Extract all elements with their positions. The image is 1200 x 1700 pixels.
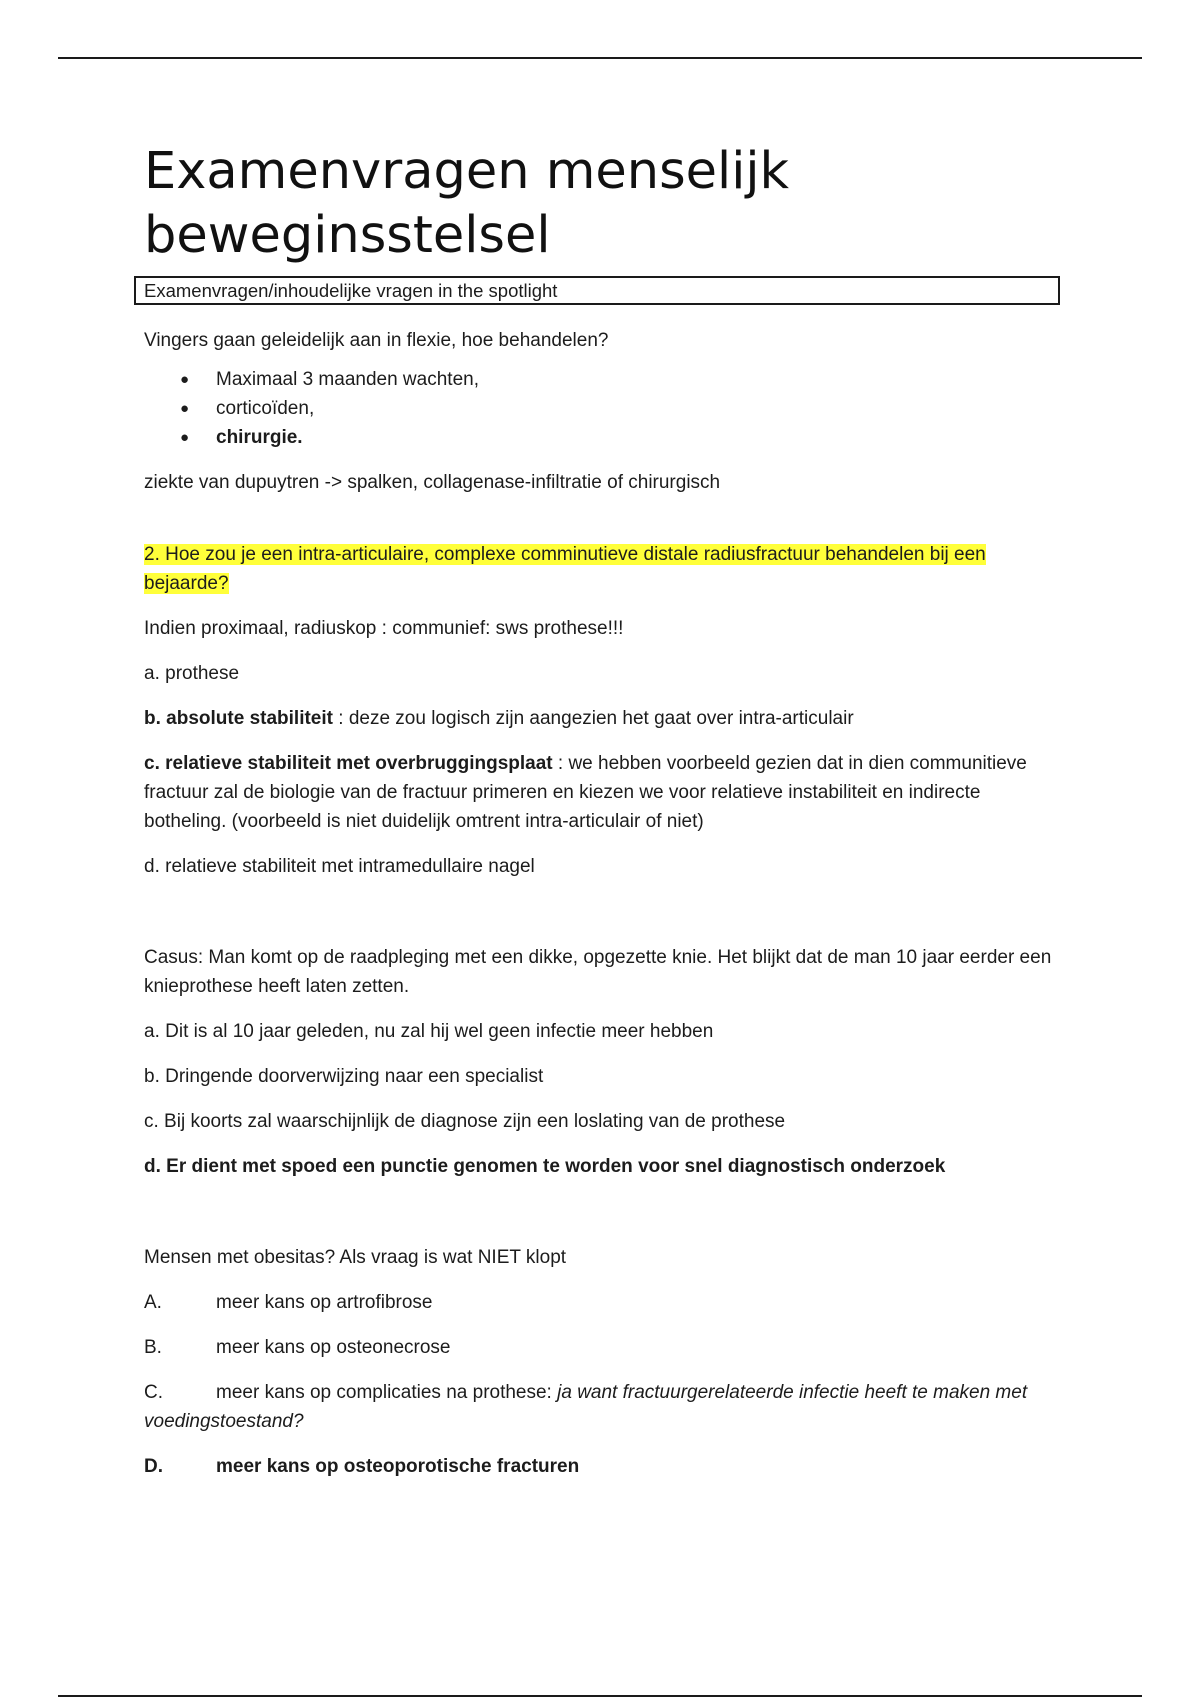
q4-option-d-letter: D. [144,1456,163,1477]
document-title [144,140,1064,268]
q3-option-a: a. Dit is al 10 jaar geleden, nu zal hij wel geen infectie meer hebben [144,1021,714,1042]
bullet-icon: ● [180,429,190,446]
q2-note: Indien proximaal, radiuskop : communief: sws prothese!!! [144,618,624,639]
bullet-icon: ● [180,400,190,417]
top-rule [58,57,1142,59]
q2-option-d: d. relatieve stabiliteit met intramedullaire nagel [144,856,535,877]
q2-question [144,540,1064,598]
q4-question: Mensen met obesitas? Als vraag is wat NIET klopt [144,1247,567,1268]
q2-option-b-label: b. absolute stabiliteit [144,708,333,729]
q2-option-c-text: : we hebben voorbeeld gezien dat in dien communitieve fractuur zal de biologie van de fractuur primeren en kiezen we voor relatieve instabiliteit en indirecte botheling. (voorbeeld is niet duidelijk omtrent intra-articulair of niet) [144,753,1027,832]
q4-option-a-text: meer kans op artrofibrose [216,1292,433,1313]
q4-option-b [144,1333,1064,1362]
q3-option-d: d. Er dient met spoed een punctie genomen te worden voor snel diagnostisch onderzoek [144,1156,946,1177]
q4-option-a [144,1288,1064,1317]
q3-question: Casus: Man komt op de raadpleging met een dikke, opgezette knie. Het blijkt dat de man 10 jaar eerder een knieprothese heeft laten zetten. [144,947,1052,997]
q4-option-c-comment: ja want fractuurgerelateerde infectie heeft te maken met voedingstoestand? [144,1382,1028,1432]
list-item-text: chirurgie. [216,427,303,448]
q4-option-c-letter: C. [144,1382,163,1403]
q4-option-b-letter: B. [144,1337,162,1358]
document-title-line2: beweginsstelsel [144,206,551,265]
list-item-text: Maximaal 3 maanden wachten, [216,369,479,390]
list-item [144,423,1064,452]
q3-option-c: c. Bij koorts zal waarschijnlijk de diagnose zijn een loslating van de prothese [144,1111,786,1132]
q1-bullet-list [144,365,1064,452]
q2-option-c-label: c. relatieve stabiliteit met overbruggingsplaat [144,753,553,774]
q4-option-b-text: meer kans op osteonecrose [216,1337,451,1358]
bottom-rule [58,1695,1142,1697]
q2-option-b-text: : deze zou logisch zijn aangezien het gaat over intra-articulair [332,708,854,729]
list-item [144,365,1064,394]
list-item [144,394,1064,423]
q4-option-d-text: meer kans op osteoporotische fracturen [216,1456,580,1477]
document-title-line1: Examenvragen menselijk [144,142,790,201]
q4-option-c [144,1378,1064,1436]
q4-option-d [144,1452,1064,1481]
bullet-icon: ● [180,371,190,388]
list-item-text: corticoïden, [216,398,315,419]
title-block [144,140,1064,268]
q2-question-highlight: 2. Hoe zou je een intra-articulaire, complexe comminutieve distale radiusfractuur behandelen bij een bejaarde? [144,544,986,594]
subtitle-box: Examenvragen/inhoudelijke vragen in the spotlight [134,276,1060,305]
q1-question: Vingers gaan geleidelijk aan in flexie, hoe behandelen? [144,330,609,351]
q3-option-b: b. Dringende doorverwijzing naar een specialist [144,1066,544,1087]
q2-option-a: a. prothese [144,663,240,684]
document-body [144,326,1064,1481]
q4-option-c-text: meer kans op complicaties na prothese: [216,1382,558,1403]
q1-note: ziekte van dupuytren -> spalken, collagenase-infiltratie of chirurgisch [144,472,721,493]
q4-option-a-letter: A. [144,1292,162,1313]
q2-option-c [144,749,1064,836]
q2-option-b [144,704,1064,733]
